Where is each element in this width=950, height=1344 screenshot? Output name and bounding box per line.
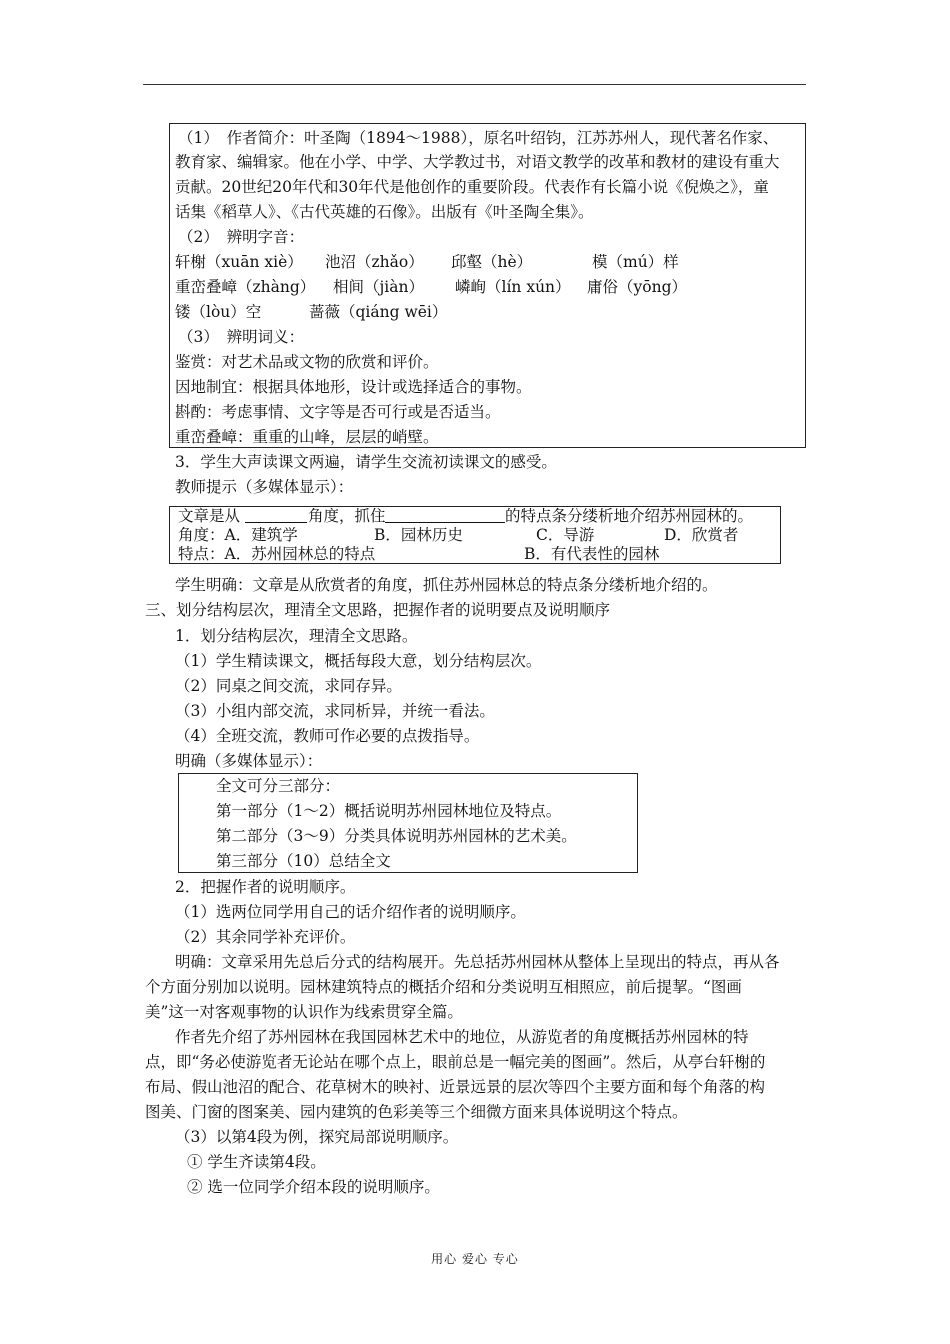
step-3-text: 3．学生大声读课文两遍，请学生交流初读课文的感受。 [175,453,557,471]
question-part-3: 的特点条分缕析地介绍苏州园林的。 [505,507,754,525]
paragraph-line: 美”这一对客观事物的认识作为线索贯穿全篇。 [145,1003,463,1021]
pronunciation-item: 池沼（zhǎo） [325,253,424,271]
answer-blank-1 [245,522,307,523]
answer-blank-2 [385,522,505,523]
pronunciation-item: 镂（lòu）空 [175,303,262,321]
intro-line-3: 贡献。20世纪20年代和30年代是他创作的重要阶段。代表作有长篇小说《倪焕之》，童 [175,178,769,196]
angle-option-a: 角度：A．建筑学 [178,526,298,544]
question-part-2: 角度，抓住 [308,507,386,525]
pronunciation-item: 相间（jiàn） [333,278,424,296]
step-1-item: （2）同桌之间交流，求同存异。 [175,677,402,695]
pronunciation-item: 邱壑（hè） [451,253,533,271]
step-1-item: （1）学生精读课文，概括每段大意，划分结构层次。 [175,652,542,670]
structure-line: 第二部分（3～9）分类具体说明苏州园林的艺术美。 [216,827,577,845]
page-footer: 用心 爱心 专心 [431,1252,519,1266]
paragraph-line: 明确：文章采用先总后分式的结构展开。先总括苏州园林从整体上呈现出的特点，再从各 [175,953,780,971]
question-part-1: 文章是从 [178,507,241,525]
step-1-item: （4）全班交流，教师可作必要的点拨指导。 [175,727,480,745]
step-2-subitem: ① 学生齐读第4段。 [187,1153,326,1171]
intro-line-2: 教育家、编辑家。他在小学、中学、大学教过书，对语文教学的改革和教材的建设有重大 [175,153,780,171]
paragraph-line: 布局、假山池沼的配合、花草树木的映衬、近景远景的层次等四个主要方面和每个角落的构 [145,1078,766,1096]
step-2-subitem: ② 选一位同学介绍本段的说明顺序。 [187,1178,440,1196]
paragraph-line: 图美、门窗的图案美、园内建筑的色彩美等三个细微方面来具体说明这个特点。 [145,1103,688,1121]
angle-option-d: D．欣赏者 [664,526,739,544]
intro-line-4: 话集《稻草人》、《古代英雄的石像》。出版有《叶圣陶全集》。 [175,203,594,221]
teacher-hint: 教师提示（多媒体显示）： [175,478,354,496]
angle-option-b: B．园林历史 [374,526,463,544]
structure-line: 全文可分三部分： [216,777,341,795]
step-2-item: （3）以第4段为例，探究局部说明顺序。 [175,1128,459,1146]
pronunciation-item: 蔷薇（qiáng wēi） [309,303,448,321]
word-meaning-heading: （3） 辨明词义： [178,328,305,346]
word-meaning-item: 重峦叠嶂：重重的山峰，层层的峭壁。 [175,428,439,446]
pronunciation-item: 庸俗（yōng） [587,278,687,296]
student-clarification: 学生明确：文章是从欣赏者的角度，抓住苏州园林总的特点条分缕析地介绍的。 [175,576,718,594]
step-2-item: （2）其余同学补充评价。 [175,928,356,946]
word-meaning-item: 因地制宜：根据具体地形，设计或选择适合的事物。 [175,378,532,396]
word-meaning-item: 斟酌：考虑事情、文字等是否可行或是否适当。 [175,403,501,421]
structure-line: 第一部分（1～2）概括说明苏州园林地位及特点。 [216,802,562,820]
step-2-item: （1）选两位同学用自己的话介绍作者的说明顺序。 [175,903,526,921]
paragraph-line: 点，即“务必使游览者无论站在哪个点上，眼前总是一幅完美的图画”。然后，从亭台轩榭的 [145,1053,766,1071]
angle-option-c: C．导游 [536,526,595,544]
step-2-heading: 2．把握作者的说明顺序。 [175,878,356,896]
intro-line-1: （1） 作者简介：叶圣陶（1894～1988），原名叶绍钧，江苏苏州人，现代著名作家、 [178,129,779,147]
word-meaning-item: 鉴赏：对艺术品或文物的欣赏和评价。 [175,353,439,371]
step-1-item: （3）小组内部交流，求同析异，并统一看法。 [175,702,495,720]
pronunciation-item: 模（mú）样 [592,253,679,271]
pronunciation-item: 嶙峋（lín xún） [455,278,571,296]
clarify-media-label: 明确（多媒体显示）： [175,752,323,770]
header-rule [143,84,806,85]
pronunciation-heading: （2） 辨明字音： [178,228,305,246]
paragraph-line: 作者先介绍了苏州园林在我国园林艺术中的地位，从游览者的角度概括苏州园林的特 [175,1028,749,1046]
pronunciation-item: 重峦叠嶂（zhàng） [175,278,316,296]
structure-line: 第三部分（10）总结全文 [216,852,391,870]
step-1-heading: 1．划分结构层次，理清全文思路。 [175,627,418,645]
section-heading: 三、划分结构层次，理清全文思路，把握作者的说明要点及说明顺序 [145,601,611,619]
feature-option-b: B．有代表性的园林 [524,545,660,563]
pronunciation-item: 轩榭（xuān xiè） [175,253,303,271]
feature-option-a: 特点：A．苏州园林总的特点 [178,545,376,563]
paragraph-line: 个方面分别加以说明。园林建筑特点的概括介绍和分类说明互相照应，前后提挈。“图画 [145,978,742,996]
